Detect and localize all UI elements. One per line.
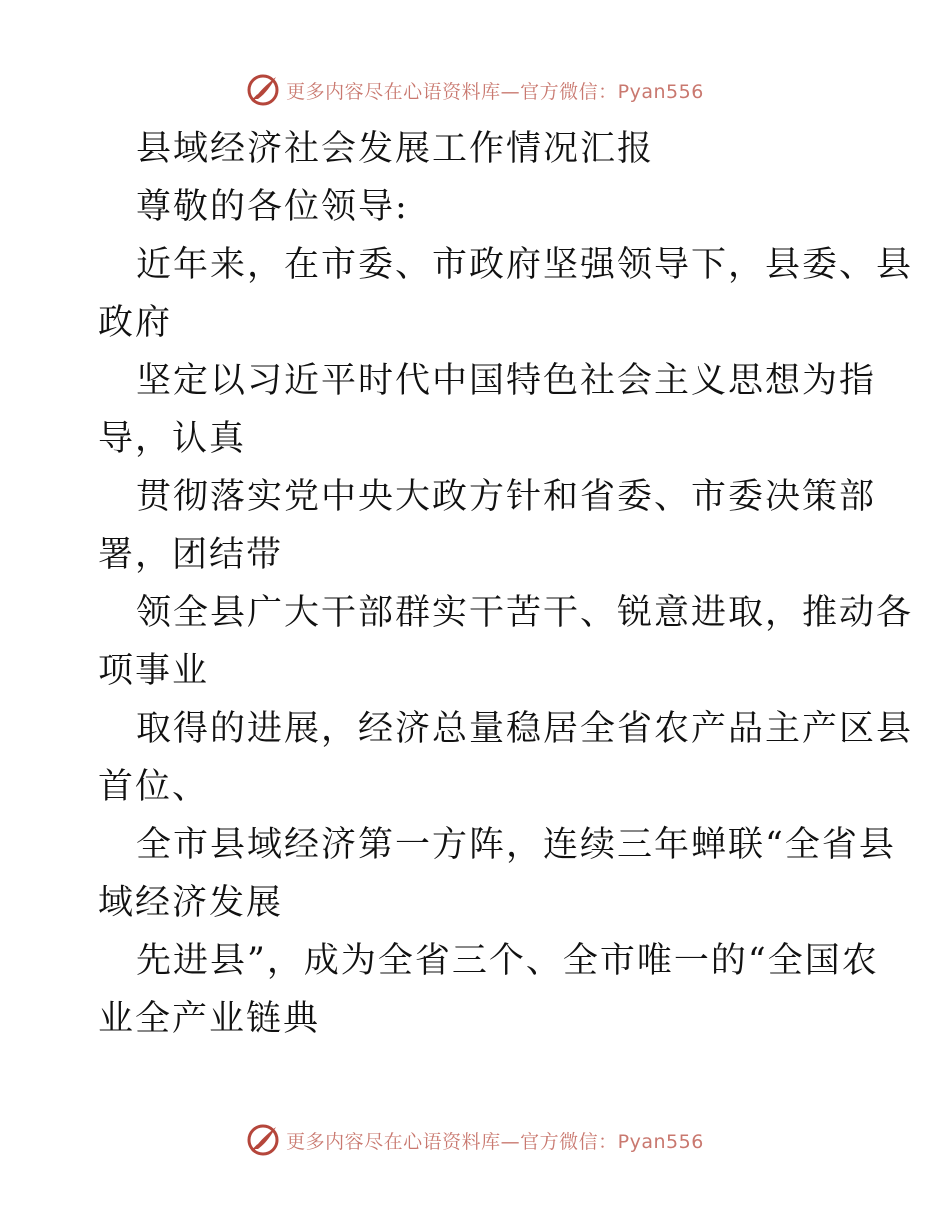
paragraph-line: 全市县域经济第一方阵，连续三年蝉联“全省县 xyxy=(136,825,896,865)
quill-logo-icon xyxy=(246,1123,280,1157)
paragraph-line: 业全产业链典 xyxy=(98,999,321,1039)
paragraph-line: 领全县广大干部群实干苦干、锐意进取，推动各 xyxy=(136,593,914,633)
watermark-text: 更多内容尽在心语资料库—官方微信：Pyan556 xyxy=(286,1130,704,1153)
paragraph-line: 坚定以习近平时代中国特色社会主义思想为指 xyxy=(136,361,877,401)
document-body xyxy=(98,120,914,1048)
paragraph-line: 导，认真 xyxy=(98,419,247,459)
paragraph-line: 域经济发展 xyxy=(98,883,284,923)
paragraph-line: 取得的进展，经济总量稳居全省农产品主产区县 xyxy=(136,709,914,749)
paragraph-line: 贯彻落实党中央大政方针和省委、市委决策部 xyxy=(136,477,877,517)
header-watermark-banner xyxy=(0,70,950,110)
quill-logo-icon xyxy=(246,73,280,107)
watermark-text: 更多内容尽在心语资料库—官方微信：Pyan556 xyxy=(286,80,704,103)
paragraph-line: 项事业 xyxy=(98,651,210,691)
document-title: 县域经济社会发展工作情况汇报 xyxy=(136,129,655,169)
paragraph-line: 署，团结带 xyxy=(98,535,284,575)
paragraph-line: 首位、 xyxy=(98,767,210,807)
paragraph-line: 政府 xyxy=(98,303,173,343)
paragraph-line: 先进县”，成为全省三个、全市唯一的“全国农 xyxy=(136,941,879,981)
paragraph-line: 近年来，在市委、市政府坚强领导下，县委、县 xyxy=(136,245,914,285)
greeting: 尊敬的各位领导: xyxy=(136,187,409,227)
footer-watermark-banner xyxy=(0,1120,950,1160)
